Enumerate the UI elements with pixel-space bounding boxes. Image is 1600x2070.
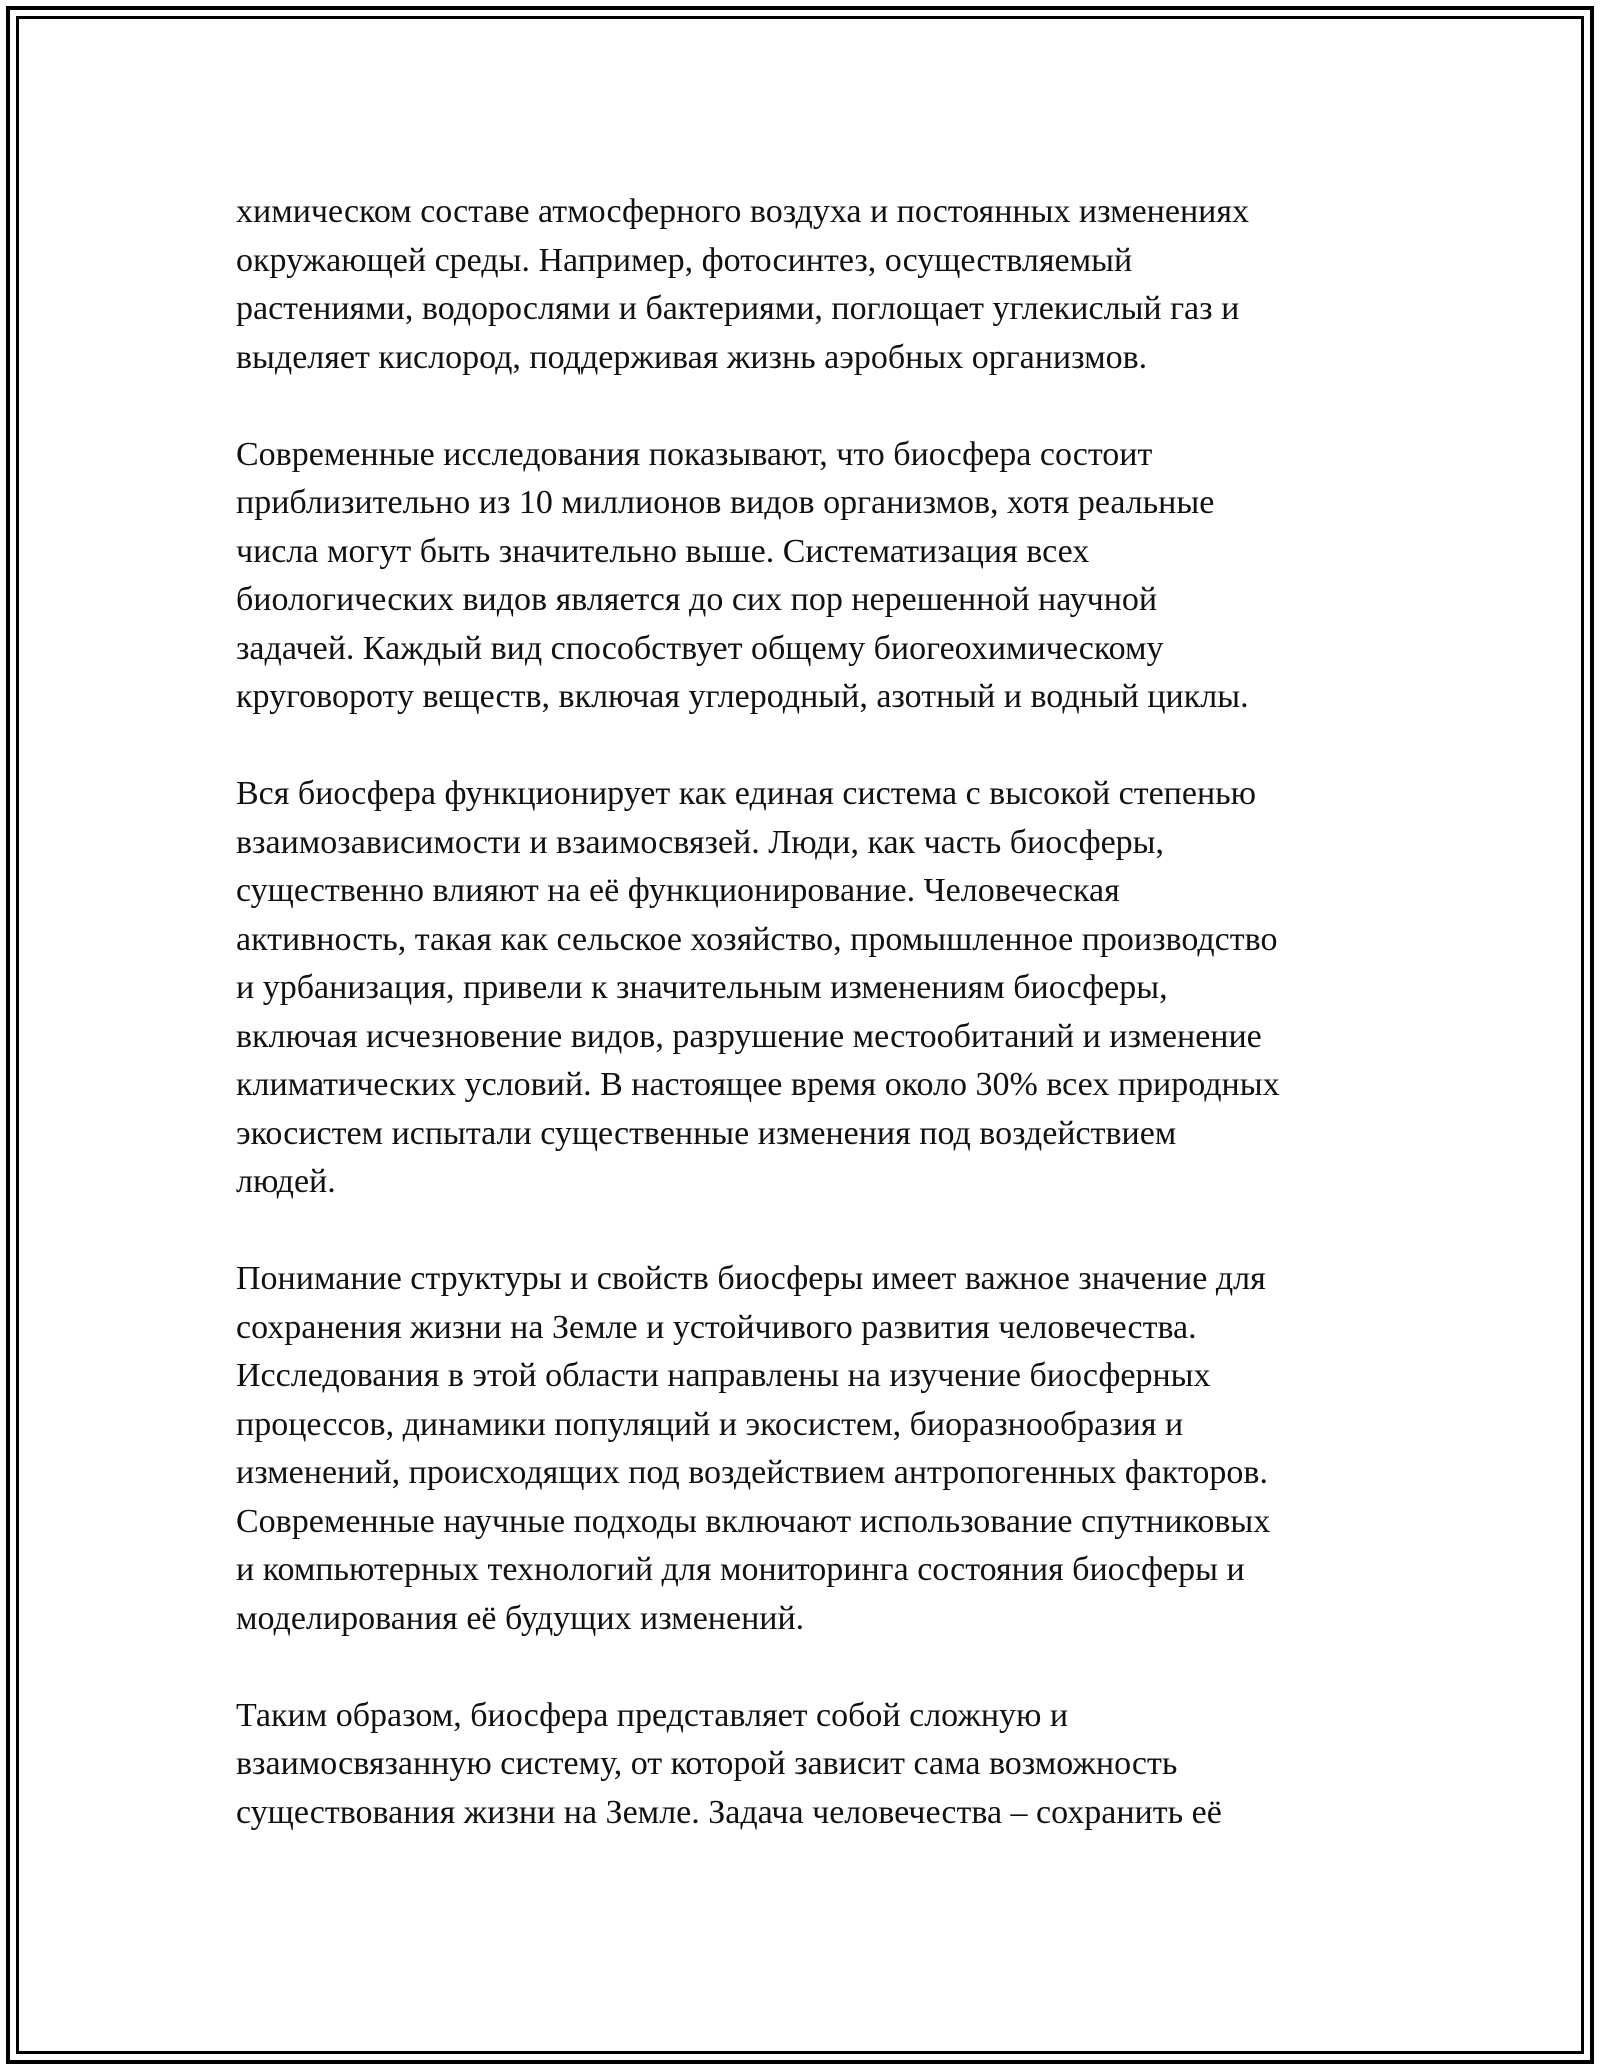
text-line: биологических видов является до сих пор нерешенной научной — [236, 581, 1158, 618]
text-line: Современные научные подходы включают использование спутниковых — [236, 1502, 1271, 1540]
text-line: Современные исследования показывают, что биосфера состоит — [236, 435, 1153, 473]
text-line: моделирования её будущих изменений. — [236, 1599, 805, 1637]
text-line: приблизительно из 10 миллионов видов организмов, хотя реальные — [236, 484, 1215, 521]
text-line: задачей. Каждый вид способствует общему биогеохимическому — [236, 629, 1164, 667]
paragraph-atmosphere — [236, 188, 1396, 382]
document-body — [236, 188, 1396, 1886]
text-line: существенно влияют на её функционирование. Человеческая — [236, 872, 1120, 909]
text-line: изменений, происходящих под воздействием антропогенных факторов. — [236, 1454, 1268, 1491]
paragraph-species-research — [236, 431, 1396, 722]
text-line: процессов, динамики популяций и экосистем, биоразнообразия и — [236, 1405, 1184, 1443]
text-line: растениями, водорослями и бактериями, поглощает углекислый газ и — [236, 290, 1240, 327]
text-line: выделяет кислород, поддерживая жизнь аэробных организмов. — [236, 338, 1148, 376]
text-line: Понимание структуры и свойств биосферы имеет важное значение для — [236, 1260, 1266, 1297]
text-line: Исследования в этой области направлены на изучение биосферных — [236, 1357, 1211, 1394]
paragraph-conclusion — [236, 1692, 1396, 1838]
text-line: людей. — [236, 1163, 336, 1200]
text-line: круговороту веществ, включая углеродный, азотный и водный циклы. — [236, 678, 1249, 715]
text-line: окружающей среды. Например, фотосинтез, осуществляемый — [236, 241, 1133, 279]
text-line: взаимосвязанную систему, от которой зависит сама возможность — [236, 1745, 1178, 1782]
text-line: химическом составе атмосферного воздуха и постоянных изменениях — [236, 193, 1249, 230]
text-line: активность, такая как сельское хозяйство, промышленное производство — [236, 920, 1278, 958]
text-line: и компьютерных технологий для мониторинга состояния биосферы и — [236, 1551, 1245, 1588]
text-line: существования жизни на Земле. Задача человечества – сохранить её — [236, 1793, 1222, 1831]
text-line: сохранения жизни на Земле и устойчивого развития человечества. — [236, 1308, 1197, 1346]
text-line: числа могут быть значительно выше. Систематизация всех — [236, 532, 1090, 570]
text-line: экосистем испытали существенные изменения под воздействием — [236, 1114, 1177, 1152]
text-line: и урбанизация, привели к значительным изменениям биосферы, — [236, 969, 1168, 1006]
text-line: Вся биосфера функционирует как единая система с высокой степенью — [236, 775, 1257, 812]
paragraph-human-impact — [236, 770, 1396, 1207]
text-line: включая исчезновение видов, разрушение местообитаний и изменение — [236, 1017, 1262, 1055]
text-line: взаимозависимости и взаимосвязей. Люди, как часть биосферы, — [236, 823, 1165, 861]
paragraph-understanding — [236, 1255, 1396, 1643]
text-line: климатических условий. В настоящее время около 30% всех природных — [236, 1066, 1280, 1103]
text-line: Таким образом, биосфера представляет собой сложную и — [236, 1696, 1069, 1734]
